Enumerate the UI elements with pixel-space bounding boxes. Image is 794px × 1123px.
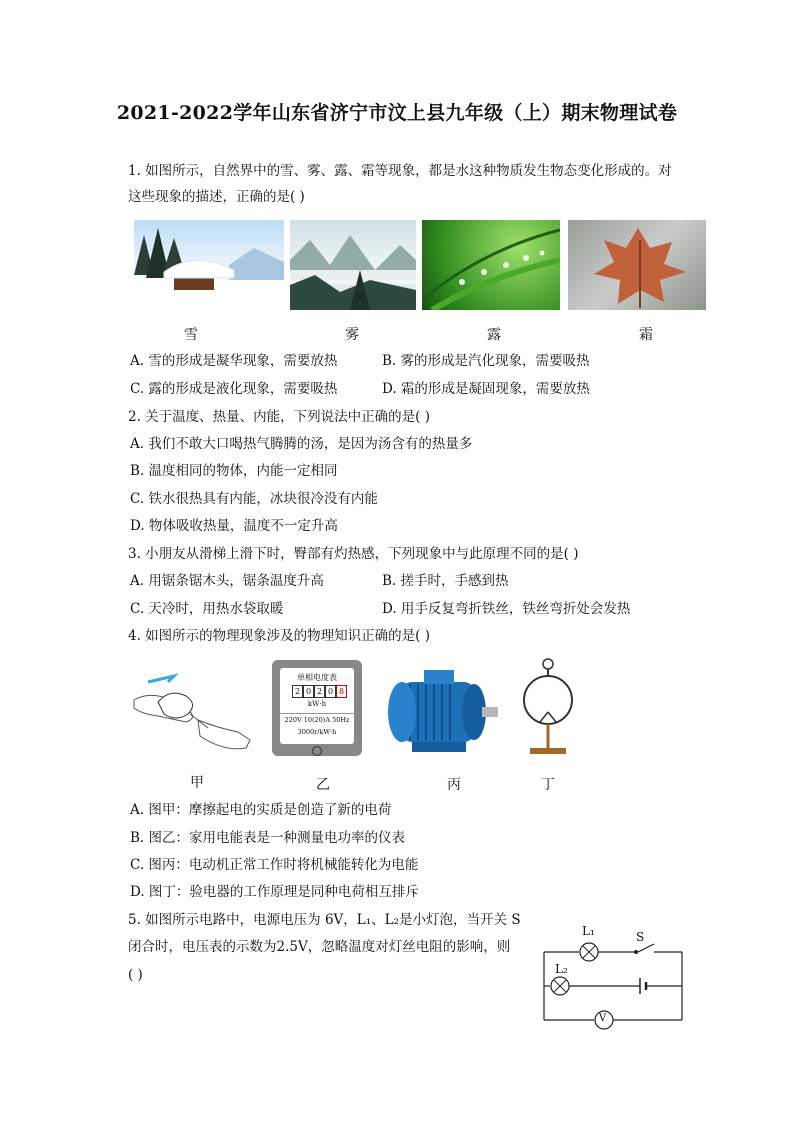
q4-option-d: D. 图丁：验电器的工作原理是同种电荷相互排斥 (130, 884, 419, 900)
q4-option-a: A. 图甲：摩擦起电的实质是创造了新的电荷 (130, 802, 392, 818)
l2-label: L₂ (555, 962, 568, 976)
electroscope (518, 656, 578, 762)
rubbing-illustration (128, 670, 254, 755)
meter-digits (292, 685, 347, 698)
meter-label: 单相电度表 (297, 673, 337, 682)
q5-stem-line2: 闭合时，电压表的示数为2.5V，忽略温度对灯丝电阻的影响，则 (128, 939, 511, 955)
q1-option-a: A. 雪的形成是凝华现象，需要放热 (130, 353, 338, 369)
q4-caption-ding: 丁 (541, 777, 555, 793)
snow-photo (134, 220, 284, 310)
q1-option-d: D. 霜的形成是凝固现象，需要放热 (382, 381, 590, 397)
meter-digit: 2 (314, 685, 325, 698)
q5-stem-line3: ( ) (128, 967, 143, 983)
page-title: 2021-2022学年山东省济宁市汶上县九年级（上）期末物理试卷 (116, 102, 678, 124)
q3-option-c: C. 天冷时，用热水袋取暖 (130, 601, 284, 617)
meter-digit: 2 (292, 685, 303, 698)
meter-spec-constant: 3000r/kW·h (297, 728, 337, 736)
q2-stem: 2. 关于温度、热量、内能，下列说法中正确的是( ) (128, 409, 430, 425)
meter-spec-rating: 220V 10(20)A 50Hz (284, 716, 350, 724)
q4-caption-jia: 甲 (190, 775, 204, 791)
electric-motor (382, 660, 502, 760)
meter-unit: kW·h (307, 700, 327, 708)
circuit-diagram (530, 922, 700, 1032)
q2-option-d: D. 物体吸收热量，温度不一定升高 (130, 518, 338, 534)
q4-caption-bing: 丙 (447, 777, 461, 793)
q1-caption-frost: 霜 (639, 327, 653, 343)
q1-caption-fog: 雾 (345, 327, 359, 343)
q2-option-a: A. 我们不敢大口喝热气腾腾的汤，是因为汤含有的热量多 (130, 436, 473, 452)
q3-stem: 3. 小朋友从滑梯上滑下时，臀部有灼热感，下列现象中与此原理不同的是( ) (128, 546, 579, 562)
electric-meter (272, 660, 362, 756)
l1-label: L₁ (582, 924, 595, 938)
voltmeter-label: V (599, 1013, 607, 1024)
q3-option-b: B. 搓手时，手感到热 (382, 573, 509, 589)
fog-photo (290, 220, 416, 310)
q4-caption-yi: 乙 (316, 777, 330, 793)
q4-option-b: B. 图乙：家用电能表是一种测量电功率的仪表 (130, 830, 406, 846)
q4-option-c: C. 图丙：电动机正常工作时将机械能转化为电能 (130, 857, 419, 873)
q1-option-c: C. 露的形成是液化现象，需要吸热 (130, 381, 338, 397)
q1-stem-line1: 1. 如图所示，自然界中的雪、雾、露、霜等现象，都是水这种物质发生物态变化形成的。对 (128, 163, 672, 179)
meter-digit: 0 (303, 685, 314, 698)
q1-stem-line2: 这些现象的描述，正确的是( ) (128, 189, 305, 205)
frost-photo (568, 220, 706, 310)
q5-stem-line1: 5. 如图所示电路中，电源电压为 6V，L₁、L₂是小灯泡，当开关 S (128, 912, 521, 928)
q2-option-c: C. 铁水很热具有内能，冰块很冷没有内能 (130, 491, 378, 507)
meter-digit: 0 (325, 685, 336, 698)
q4-stem: 4. 如图所示的物理现象涉及的物理知识正确的是( ) (128, 628, 430, 644)
q3-option-a: A. 用锯条锯木头，锯条温度升高 (130, 573, 324, 589)
switch-label: S (636, 930, 645, 944)
q1-caption-dew: 露 (487, 327, 501, 343)
q1-option-b: B. 雾的形成是汽化现象，需要吸热 (382, 353, 590, 369)
meter-digit-decimal: 8 (336, 685, 347, 698)
dew-photo (422, 220, 560, 310)
meter-screw-icon (312, 746, 322, 756)
q3-option-d: D. 用手反复弯折铁丝，铁丝弯折处会发热 (382, 601, 631, 617)
q2-option-b: B. 温度相同的物体，内能一定相同 (130, 463, 338, 479)
q1-caption-snow: 雪 (184, 327, 198, 343)
